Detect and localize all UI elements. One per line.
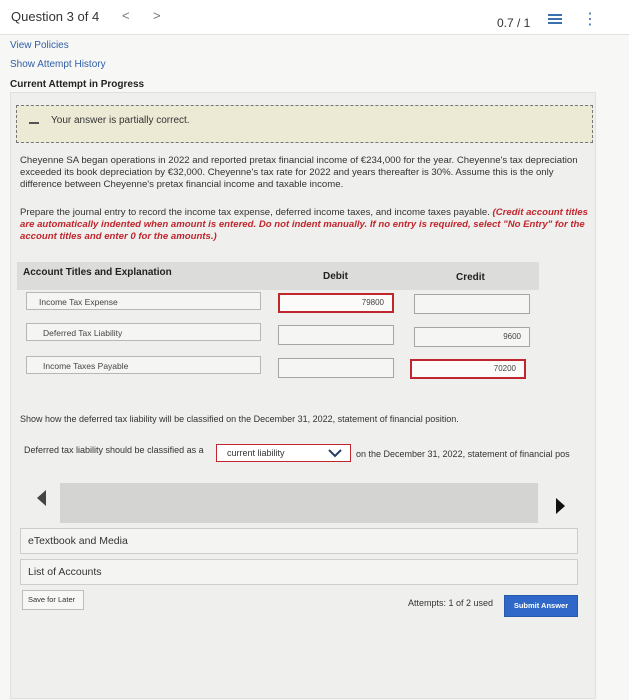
partial-correct-icon — [29, 122, 39, 124]
question-list-icon[interactable] — [548, 14, 562, 26]
previous-part-icon[interactable] — [37, 490, 46, 506]
instruction-text: Prepare the journal entry to record the income tax expense, deferred income taxes, and income taxes payable. — [20, 207, 493, 218]
problem-text: Cheyenne SA began operations in 2022 and reported pretax financial income of €234,000 for the year. Cheyenne's tax depreciation exceeded its book depreciation by €32,000. Cheyenne's tax rate for 2022 and years thereafter is 30%. Assume this is the only difference between Cheyenne's pretax financial income and taxable income. — [20, 155, 578, 190]
score-display: 0.7 / 1 — [497, 16, 531, 30]
classification-question: Show how the deferred tax liability will be classified on the December 31, 2022, statement of financial position. — [20, 414, 459, 424]
part-progress-bar — [60, 483, 538, 523]
more-options-icon[interactable]: ⋮ — [582, 11, 598, 28]
question-counter: Question 3 of 4 — [11, 9, 100, 24]
account-field-row-3[interactable]: Income Taxes Payable — [26, 356, 261, 374]
debit-field-row-2[interactable] — [278, 325, 394, 345]
classification-suffix: on the December 31, 2022, statement of financial pos — [356, 449, 570, 459]
feedback-message: Your answer is partially correct. — [51, 115, 190, 126]
top-bar — [0, 0, 629, 35]
classification-select[interactable] — [216, 444, 351, 462]
credit-field-row-3[interactable]: 70200 — [410, 359, 526, 379]
attempts-counter: Attempts: 1 of 2 used — [408, 598, 494, 608]
classification-select-value: current liability — [227, 448, 285, 458]
account-field-row-2[interactable]: Deferred Tax Liability — [26, 323, 261, 341]
instructions — [20, 207, 588, 243]
debit-field-row-1[interactable]: 79800 — [278, 293, 394, 313]
submit-answer-button[interactable]: Submit Answer — [504, 595, 578, 617]
save-for-later-button[interactable]: Save for Later — [22, 590, 84, 610]
view-policies-link[interactable]: View Policies — [10, 40, 69, 51]
journal-table-header — [17, 262, 539, 290]
next-question-button[interactable]: > — [153, 8, 161, 23]
credit-field-row-2[interactable]: 9600 — [414, 327, 530, 347]
instruction-note: (Credit account titles are automatically indented when amount is entered. Do not indent manually. If no entry is required, select "No Entry" for the account titles and enter 0 for the amounts.) — [20, 207, 588, 242]
account-column-header: Account Titles and Explanation — [23, 267, 172, 278]
previous-question-button[interactable]: < — [122, 8, 130, 23]
next-part-icon[interactable] — [556, 498, 565, 514]
debit-field-row-3[interactable] — [278, 358, 394, 378]
classification-prefix: Deferred tax liability should be classified as a — [24, 445, 204, 455]
account-field-row-1[interactable]: Income Tax Expense — [26, 292, 261, 310]
chevron-down-icon — [328, 448, 342, 458]
current-attempt-label: Current Attempt in Progress — [10, 79, 145, 90]
attempt-history-link[interactable]: Show Attempt History — [10, 59, 106, 70]
feedback-banner — [16, 105, 593, 143]
credit-column-header: Credit — [456, 272, 485, 283]
etextbook-section[interactable]: eTextbook and Media — [20, 528, 578, 554]
debit-column-header: Debit — [323, 271, 348, 282]
list-of-accounts-section[interactable]: List of Accounts — [20, 559, 578, 585]
credit-field-row-1[interactable] — [414, 294, 530, 314]
